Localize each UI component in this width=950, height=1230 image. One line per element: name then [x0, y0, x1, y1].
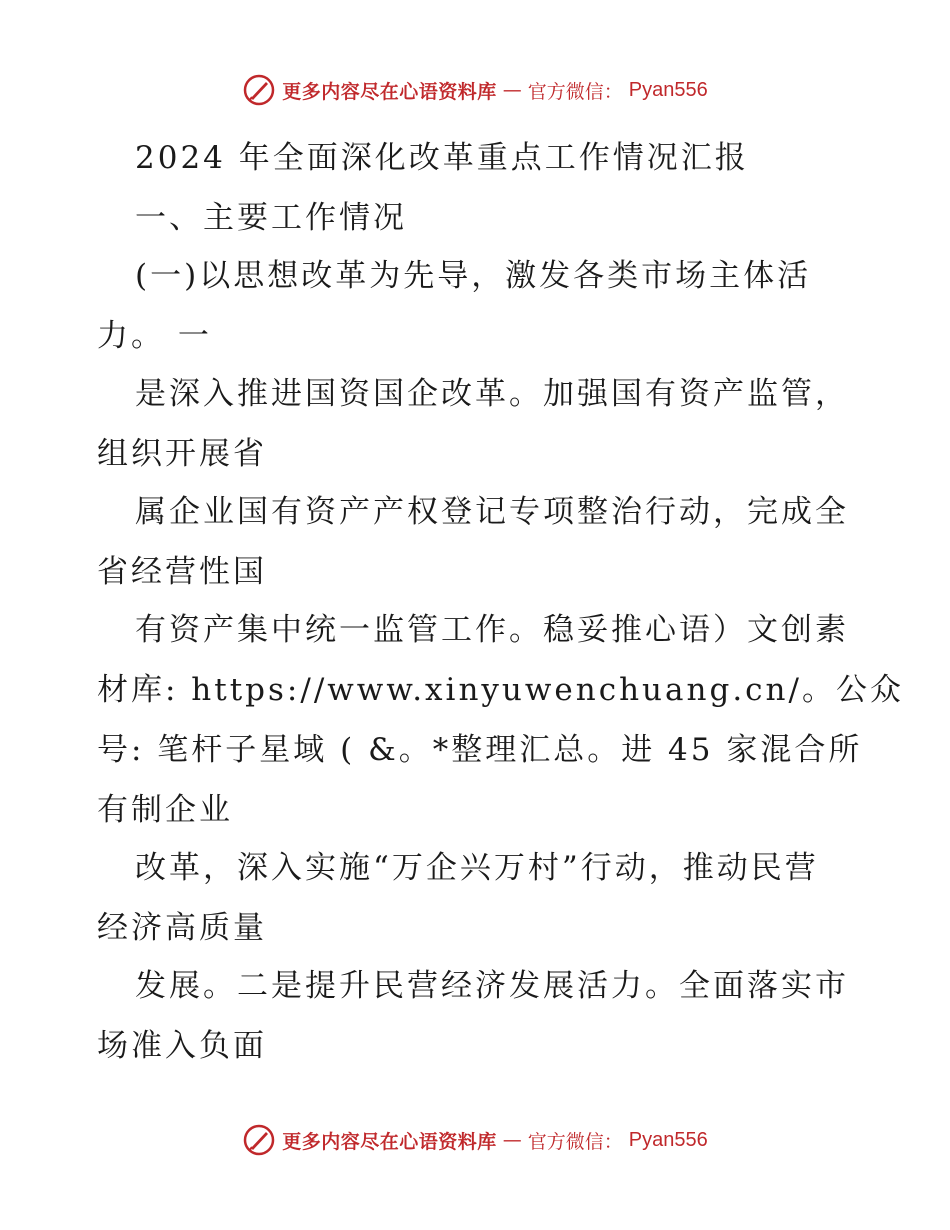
section-heading: 一、主要工作情况 [135, 200, 407, 236]
banner-separator: — [502, 79, 522, 101]
banner-handle-label: 官方微信： [527, 80, 623, 103]
banner-handle-label: 官方微信： [527, 1130, 623, 1153]
paragraph-line: 号: 笔杆子星域 ( &。*整理汇总。进 45 家混合所 [97, 732, 863, 768]
banner-handle-id: Pyan556 [628, 78, 708, 101]
paragraph-line: 发展。二是提升民营经济发展活力。全面落实市 [135, 968, 849, 1004]
paragraph-line: 材库: https://www.xinyuwenchuang.cn/。公众 [97, 672, 904, 708]
quill-pen-logo-icon [242, 1123, 276, 1157]
paragraph-line: 场准入负面 [97, 1028, 267, 1064]
header-banner [0, 70, 950, 110]
paragraph-line: 经济高质量 [97, 910, 267, 946]
paragraph-line: 有资产集中统一监管工作。稳妥推心语）文创素 [135, 612, 849, 648]
banner-separator: — [502, 1129, 522, 1151]
quill-pen-logo-icon [242, 73, 276, 107]
paragraph-line: 省经营性国 [97, 554, 267, 590]
document-body [97, 120, 904, 1066]
paragraph-line: 是深入推进国资国企改革。加强国有资产监管， [135, 376, 849, 412]
banner-handle-id: Pyan556 [628, 1128, 708, 1151]
document-title: 2024 年全面深化改革重点工作情况汇报 [135, 140, 749, 176]
paragraph-line: 力。 一 [97, 318, 212, 354]
paragraph-line: 改革，深入实施“万企兴万村”行动，推动民营 [135, 850, 819, 886]
footer-banner [0, 1120, 950, 1160]
banner-text: 更多内容尽在心语资料库 [282, 1130, 497, 1153]
paragraph-line: 属企业国有资产产权登记专项整治行动，完成全 [135, 494, 849, 530]
paragraph-line: 组织开展省 [97, 436, 267, 472]
paragraph-line: (一)以思想改革为先导，激发各类市场主体活 [135, 258, 812, 294]
paragraph-line: 有制企业 [97, 792, 233, 828]
banner-text: 更多内容尽在心语资料库 [282, 80, 497, 103]
